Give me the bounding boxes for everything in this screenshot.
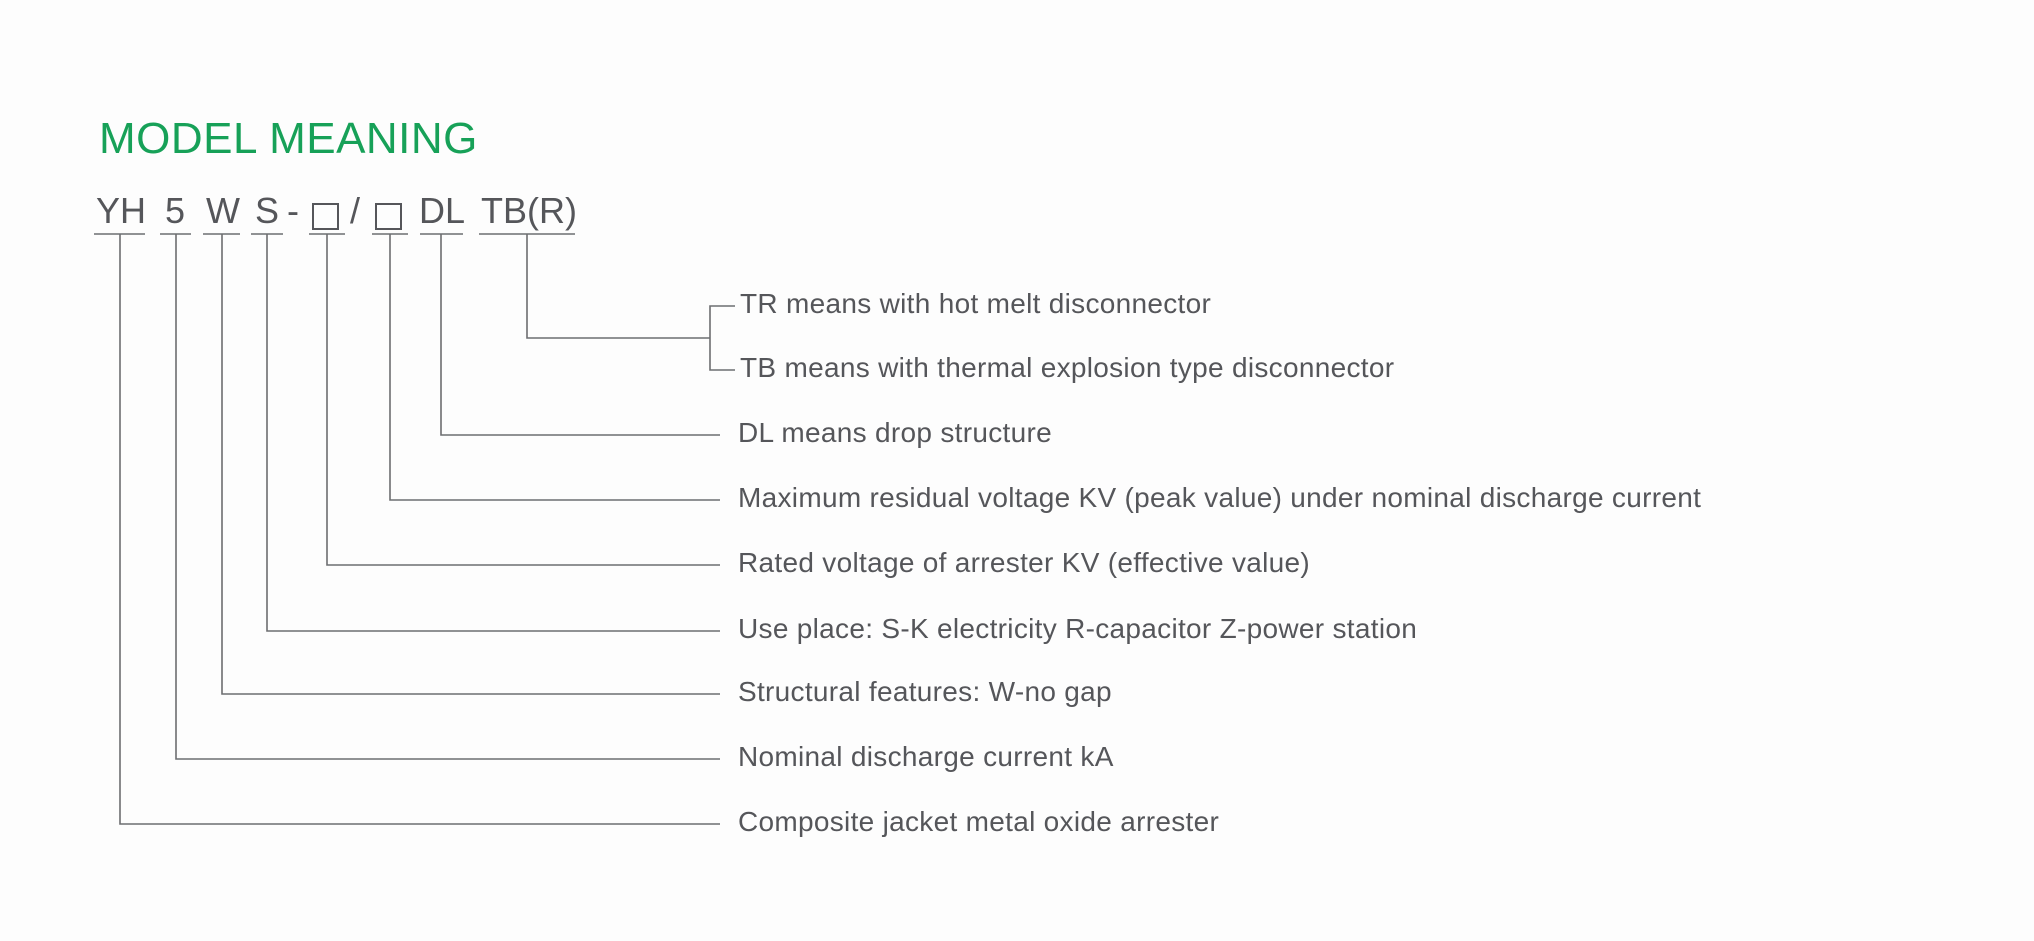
leader-residual-voltage	[390, 234, 720, 500]
page-title: MODEL MEANING	[99, 114, 478, 163]
desc-tb: TB means with thermal explosion type disconnector	[740, 352, 1395, 383]
code-yh: YH	[96, 190, 147, 231]
desc-rated-voltage: Rated voltage of arrester KV (effective value)	[738, 547, 1311, 578]
code-5: 5	[165, 190, 186, 231]
code-dl: DL	[419, 190, 466, 231]
leader-use-place	[267, 234, 720, 631]
code-tb: TB(R)	[481, 190, 577, 231]
code-w: W	[206, 190, 240, 231]
desc-arrester: Composite jacket metal oxide arrester	[738, 806, 1220, 837]
leader-rated-voltage	[327, 234, 720, 565]
desc-dl: DL means drop structure	[738, 417, 1052, 448]
desc-use-place: Use place: S-K electricity R-capacitor Z-power station	[738, 613, 1418, 644]
placeholder-box-residual-voltage	[375, 197, 402, 239]
desc-structure: Structural features: W-no gap	[738, 676, 1112, 707]
code-slash: /	[350, 190, 361, 231]
desc-discharge-current: Nominal discharge current kA	[738, 741, 1114, 772]
placeholder-box-rated-voltage	[312, 197, 339, 239]
leader-arrester	[120, 234, 720, 824]
leader-dl	[441, 234, 720, 435]
leader-structure	[222, 234, 720, 694]
leader-tb	[527, 234, 710, 338]
desc-residual-voltage: Maximum residual voltage KV (peak value) under nominal discharge current	[738, 482, 1702, 513]
desc-tr: TR means with hot melt disconnector	[740, 288, 1212, 319]
code-dash: -	[287, 190, 299, 231]
leader-discharge-current	[176, 234, 720, 759]
code-s: S	[255, 190, 280, 231]
bracket-tr-tb	[710, 306, 735, 370]
